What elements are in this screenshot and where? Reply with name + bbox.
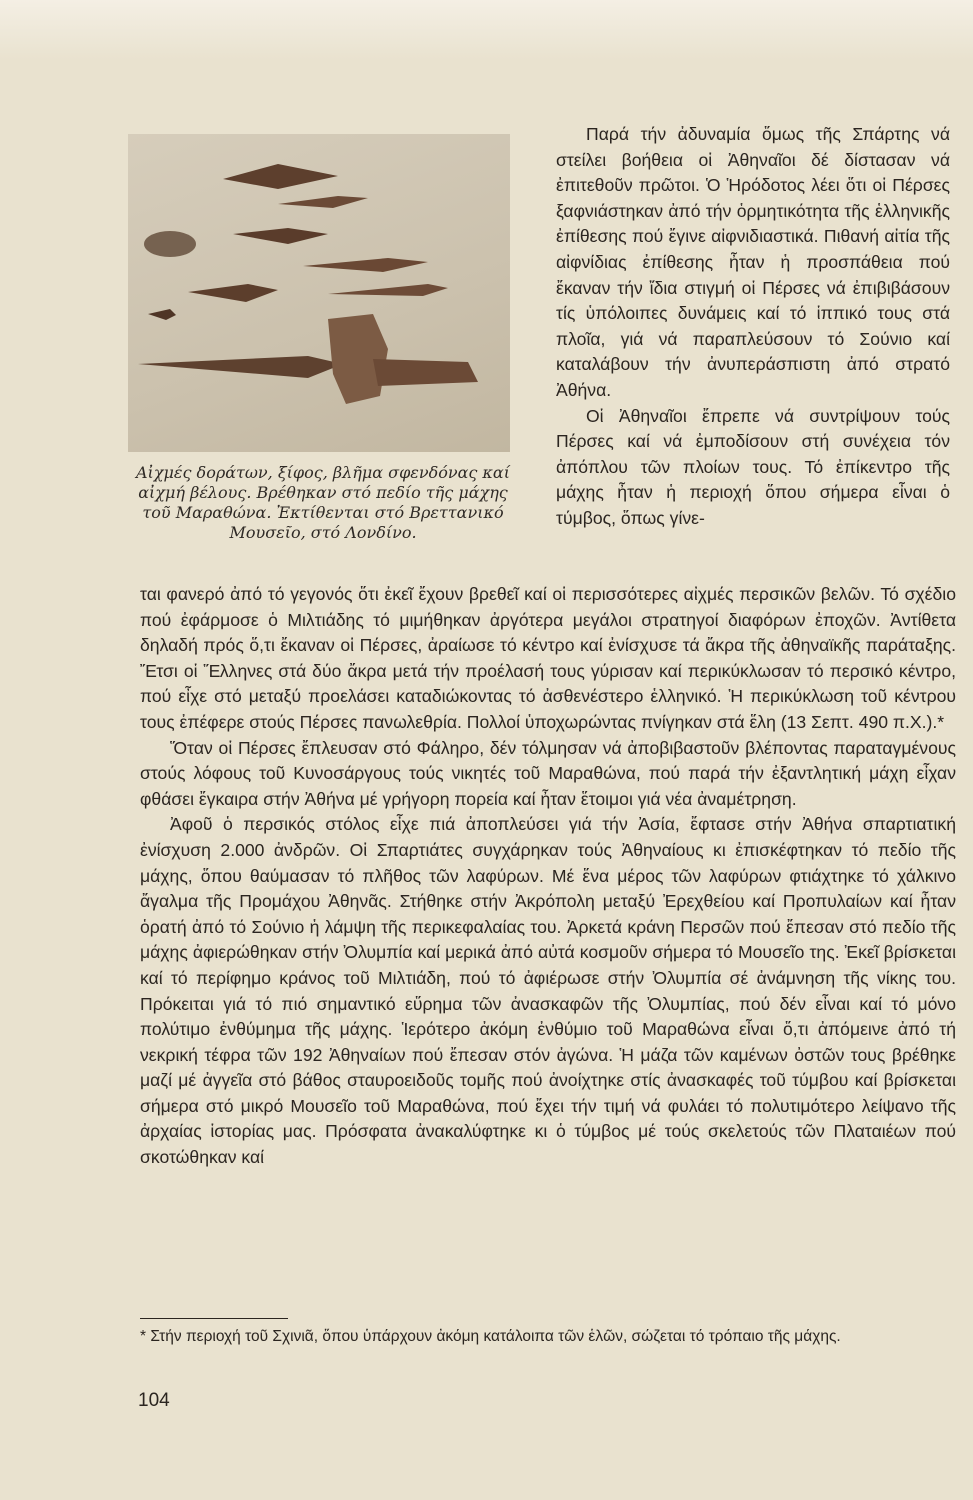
paragraph-continuation: ται φανερό ἀπό τό γεγονός ὅτι ἐκεῖ ἔχουν βρεθεῖ καί οἱ περισσότερες αἰχμές περσικῶν βελῶν. Τό σχέδιο πού ἐφάρμοσε ὁ Μιλτιάδης τό μιμήθηκαν ἀργότερα μεγάλοι στρατηγοί διαφόρων ἐποχῶν. Ἀντίθετα δηλαδή πρός ὅ,τι ἔκαναν οἱ Πέρσες, ἀραίωσε τό κέντρο καί ἐνίσχυσε τά ἄκρα τῆς ἀθηναϊκῆς παράταξης. Ἔτσι οἱ Ἕλληνες στά δύο ἄκρα μετά τήν προέλασή τους γύρισαν καί περικύκλωσαν τό περσικό κέντρο, πού εἶχε στό μεταξύ προελάσει καταδιώκοντας τό ἀσθενέστερο ἑλληνικό. Ἡ περικύκλωση τοῦ κέντρου τους ἐπέφερε στούς Πέρσες πανωλεθρία. Πολλοί ὑποχωρώντας πνίγηκαν στά ἕλη (13 Σεπτ. 490 π.Χ.).*: [140, 584, 956, 732]
sling-bullet: [144, 231, 196, 257]
main-text: [140, 582, 956, 1171]
artifacts-illustration: [128, 134, 510, 452]
spearhead-2: [278, 196, 368, 208]
page-number: 104: [138, 1390, 170, 1411]
sword-blade: [138, 356, 343, 378]
sword-grip: [373, 359, 478, 386]
artifacts-photo: [128, 134, 510, 452]
spearhead-6: [328, 284, 448, 296]
arrowhead: [148, 309, 176, 320]
spearhead-5: [188, 284, 278, 302]
spearhead-1: [223, 164, 338, 189]
footnote: * Στήν περιοχή τοῦ Σχινιᾶ, ὅπου ὑπάρχουν ἀκόμη κατάλοιπα τῶν ἑλῶν, σώζεται τό τρόπαιο τῆς μάχης.: [140, 1328, 841, 1345]
paragraph: Ὅταν οἱ Πέρσες ἔπλευσαν στό Φάληρο, δέν τόλμησαν νά ἀποβιβαστοῦν βλέποντας παραταγμένους στούς λόφους τοῦ Κυνοσάργους τούς νικητές τοῦ Μαραθώνα, πού παρά τήν ἐξαντλητική μάχη εἶχαν φθάσει ἔγκαιρα στήν Ἀθήνα μέ γρήγορη πορεία καί ἦταν ἕτοιμοι γιά νέα ἀναμέτρηση.: [140, 737, 956, 809]
photo-caption: Αἰχμές δοράτων, ξίφος, βλῆμα σφενδόνας καί αἰχμή βέλους. Βρέθηκαν στό πεδίο τῆς μάχης τοῦ Μαραθώνα. Ἐκτίθενται στό Βρεττανικό Μουσεῖο, στό Λονδίνο.: [136, 463, 510, 542]
right-text-column: [556, 122, 950, 532]
spearhead-3: [233, 228, 328, 244]
sword-hilt: [328, 314, 388, 404]
paragraph: Οἱ Ἀθηναῖοι ἔπρεπε νά συντρίψουν τούς Πέρσες καί νά ἐμποδίσουν στή συνέχεια τόν ἀπόπλου τῶν πλοίων τους. Τό ἐπίκεντρο τῆς μάχης ἦταν ἡ περιοχή ὅπου σήμερα εἶναι ὁ τύμβος, ὅπως γίνε-: [556, 405, 950, 528]
spearhead-4: [303, 258, 428, 272]
page-top-edge: [0, 0, 973, 60]
paragraph: Παρά τήν ἀδυναμία ὅμως τῆς Σπάρτης νά στείλει βοήθεια οἱ Ἀθηναῖοι δέ δίστασαν νά ἐπιτεθοῦν πρῶτοι. Ὁ Ἡρόδοτος λέει ὅτι οἱ Πέρσες ξαφνιάστηκαν ἀπό τήν ὁρμητικότητα τῆς ἑλληνικῆς ἐπίθεσης πού ἔγινε αἰφνιδιαστικά. Πιθανή αἰτία τῆς αἰφνίδιας ἐπίθεσης ἦταν ἡ προσπάθεια πού ἔκαναν τήν ἴδια στιγμή οἱ Πέρσες νά ἐπιβιβάσουν τίς ὑπόλοιπες δυνάμεις καί τό ἱππικό τους στά πλοῖα, γιά νά παραπλεύσουν τό Σούνιο καί καταλάβουν τήν ἀνυπεράσπιστη ἀπό στρατό Ἀθήνα.: [556, 124, 950, 400]
paragraph: Ἀφοῦ ὁ περσικός στόλος εἶχε πιά ἀποπλεύσει γιά τήν Ἀσία, ἔφτασε στήν Ἀθήνα σπαρτιατική ἐνίσχυση 2.000 ἀνδρῶν. Οἱ Σπαρτιάτες συγχάρηκαν τούς Ἀθηναίους κι ἐπισκέφτηκαν τό πεδίο τῆς μάχης, ὅπου θαύμασαν τό πλῆθος τῶν λαφύρων. Μέ ἕνα μέρος τῶν λαφύρων φτιάχτηκε τό χάλκινο ἄγαλμα τῆς Προμάχου Ἀθηνᾶς. Στήθηκε στήν Ἀκρόπολη μεταξύ Ἐρεχθείου καί Προπυλαίων καί ἦταν ὁρατή ἀπό τό Σούνιο ἡ λάμψη τῆς περικεφαλαίας του. Ἀρκετά κράνη Περσῶν πού ἔπεσαν στό πεδίο τῆς μάχης ἀφιερώθηκαν στήν Ὀλυμπία καί μερικά ἀπό αὐτά κοσμοῦν σήμερα τό Μουσεῖο της. Ἐκεῖ βρίσκεται καί τό περίφημο κράνος τοῦ Μιλτιάδη, πού τό ἀφιέρωσε στήν Ὀλυμπία σέ ἀνάμνηση τῆς νίκης του. Πρόκειται γιά τό πιό σημαντικό εὕρημα τῶν ἀνασκαφῶν τῆς Ὀλυμπίας, πού δέν εἶναι καί τό μόνο πολύτιμο ἐνθύμημα τῆς μάχης. Ἱερότερο ἀκόμη ἐνθύμιο τοῦ Μαραθώνα εἶναι ὅ,τι ἀπόμεινε ἀπό τή νεκρική τέφρα τῶν 192 Ἀθηναίων πού ἔπεσαν στόν ἀγώνα. Ἡ μάζα τῶν καμένων ὀστῶν τους βρέθηκε μαζί μέ ἀγγεῖα στό βάθος σταυροειδοῦς τομῆς πού ἀνοίχτηκε στίς ἀνασκαφές τοῦ τύμβου καί βρίσκεται σήμερα στό μικρό Μουσεῖο τοῦ Μαραθώνα, πού ἔχει τήν τιμή νά φυλάει τό πολυτιμότερο λείψανο τῆς ἀρχαίας ἱστορίας μας. Πρόσφατα ἀνακαλύφτηκε κι ὁ τύμβος μέ τούς σκελετούς τῶν Πλαταιέων πού σκοτώθηκαν καί: [140, 814, 956, 1168]
footnote-divider: [140, 1318, 288, 1319]
